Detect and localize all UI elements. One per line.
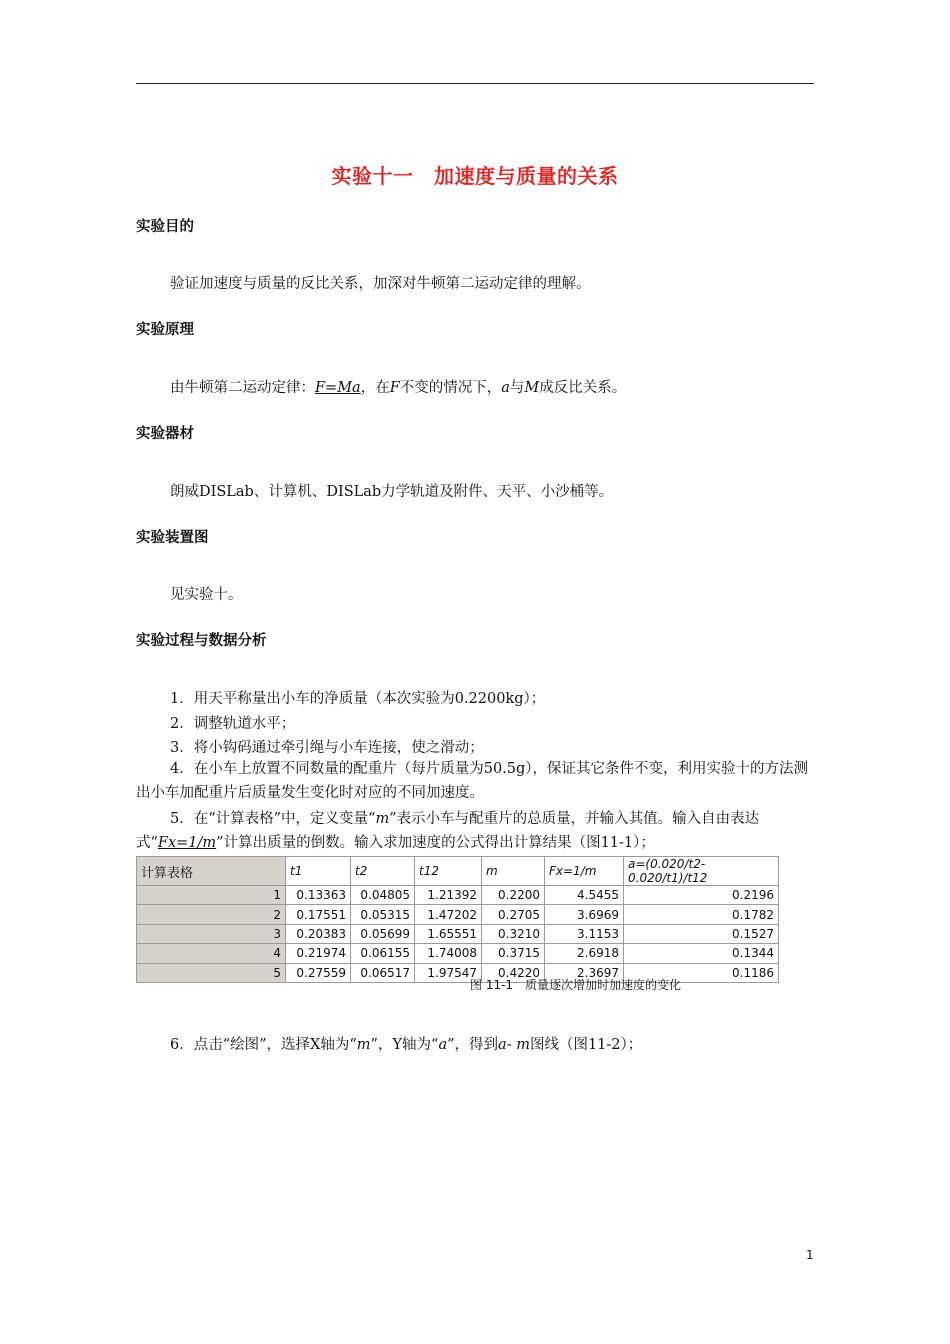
table-cell: 0.1186	[624, 963, 779, 982]
setup-text: 见实验十。	[170, 587, 243, 603]
table-cell: 0.13363	[286, 886, 351, 905]
row-index-cell: 2	[137, 905, 286, 924]
table-cell: 0.04805	[351, 886, 415, 905]
table-cell: 0.1344	[624, 944, 779, 963]
col-t2: t2	[351, 857, 415, 886]
step-5-part1: 5．在“计算表格”中，定义变量“	[170, 811, 376, 827]
principle-mid3: 与	[509, 380, 525, 396]
step-6-dash: -	[506, 1037, 517, 1053]
table-cell: 0.1527	[624, 924, 779, 943]
step-5	[136, 808, 816, 855]
table-cell: 0.06517	[351, 963, 415, 982]
header-rule	[136, 83, 814, 84]
purpose-text: 验证加速度与质量的反比关系，加深对牛顿第二运动定律的理解。	[170, 276, 591, 292]
table-cell: 3.1153	[545, 924, 624, 943]
step-6	[136, 1034, 816, 1058]
table-cell: 1.97547	[415, 963, 482, 982]
table-cell: 0.2196	[624, 886, 779, 905]
step-5-expression: Fx=1/m	[157, 834, 217, 851]
table-cell: 0.05315	[351, 905, 415, 924]
step-6-var-m2: m	[516, 1037, 530, 1053]
row-index-cell: 4	[137, 944, 286, 963]
document-title: 实验十一 加速度与质量的关系	[331, 164, 619, 188]
table-cell: 4.5455	[545, 886, 624, 905]
col-t1: t1	[286, 857, 351, 886]
table-cell: 1.74008	[415, 944, 482, 963]
step-5-var-m: m	[375, 811, 390, 827]
table-row	[137, 963, 779, 982]
step-5-part3: ”计算出质量的倒数。输入求加速度的公式得出计算结果（图11-1）；	[216, 834, 655, 851]
row-index-cell: 5	[137, 963, 286, 982]
col-t12: t12	[415, 857, 482, 886]
table-row	[137, 886, 779, 905]
step-6-var-a: a	[438, 1037, 448, 1053]
page-number: 1	[806, 1248, 814, 1262]
table-cell: 0.05699	[351, 924, 415, 943]
row-index-cell: 1	[137, 886, 286, 905]
heading-procedure: 实验过程与数据分析	[136, 633, 267, 649]
table-row	[137, 944, 779, 963]
step-2: 2．调整轨道水平；	[170, 716, 296, 732]
equipment-text: 朗威DISLab、计算机、DISLab力学轨道及附件、天平、小沙桶等。	[170, 484, 614, 500]
table-cell: 1.65551	[415, 924, 482, 943]
step-6-var-m: m	[356, 1037, 371, 1053]
table-cell: 1.21392	[415, 886, 482, 905]
principle-mid2: 不变的情况下，	[399, 380, 502, 396]
principle-pre: 由牛顿第二运动定律：	[170, 380, 315, 396]
step-6-part1: 6．点击“绘图”，选择X轴为“	[170, 1037, 357, 1053]
heading-setup: 实验装置图	[136, 530, 209, 546]
table-cell: 0.27559	[286, 963, 351, 982]
table-cell: 2.3697	[545, 963, 624, 982]
table-cell: 0.4220	[482, 963, 545, 982]
principle-text	[170, 376, 626, 397]
table-cell: 0.3715	[482, 944, 545, 963]
table-cell: 0.20383	[286, 924, 351, 943]
heading-equipment: 实验器材	[136, 426, 194, 442]
row-index-cell: 3	[137, 924, 286, 943]
principle-post: 成反比关系。	[539, 380, 627, 396]
heading-purpose: 实验目的	[136, 219, 194, 235]
col-fx: Fx=1/m	[545, 857, 624, 886]
table-cell: 0.06155	[351, 944, 415, 963]
step-6-part3: ”，得到	[447, 1037, 499, 1053]
table-cell: 0.17551	[286, 905, 351, 924]
step-6-var-a2: a	[498, 1037, 507, 1053]
table-cell: 3.6969	[545, 905, 624, 924]
table-cell: 0.2200	[482, 886, 545, 905]
step-4: 4．在小车上放置不同数量的配重片（每片质量为50.5g），保证其它条件不变，利用实验十的方法测出小车加配重片后质量发生变化时对应的不同加速度。	[136, 761, 809, 801]
table-cell: 0.1782	[624, 905, 779, 924]
table-cell: 2.6918	[545, 944, 624, 963]
step-1: 1．用天平称量出小车的净质量（本次实验为0.2200kg）；	[170, 691, 546, 707]
col-a: a=(0.020/t2-0.020/t1)/t12	[624, 857, 779, 886]
step-3: 3．将小钩码通过牵引绳与小车连接，使之滑动；	[170, 740, 484, 756]
principle-formula: F=Ma	[315, 380, 361, 396]
heading-principle: 实验原理	[136, 322, 194, 338]
principle-var-m: M	[524, 380, 540, 396]
step-6-part4: 图线（图11-2）；	[529, 1037, 643, 1053]
calculation-table	[136, 856, 779, 983]
table-corner: 计算表格	[137, 857, 286, 886]
principle-var-f: F	[389, 380, 400, 396]
table-cell: 0.21974	[286, 944, 351, 963]
table-row	[137, 924, 779, 943]
principle-mid1: ，在	[360, 380, 390, 396]
table-cell: 0.2705	[482, 905, 545, 924]
table-cell: 1.47202	[415, 905, 482, 924]
col-m: m	[482, 857, 545, 886]
step-5-part2: ”表示小车与配重片的总质量，并输入其值。输入自由表达式“	[136, 811, 760, 851]
step-6-part2: ”，Y轴为“	[370, 1037, 439, 1053]
table-row	[137, 905, 779, 924]
principle-var-a: a	[501, 380, 510, 396]
table-caption: 图 11-1 质量逐次增加时加速度的变化	[470, 978, 682, 992]
table-header-row	[137, 857, 779, 886]
table-cell: 0.3210	[482, 924, 545, 943]
